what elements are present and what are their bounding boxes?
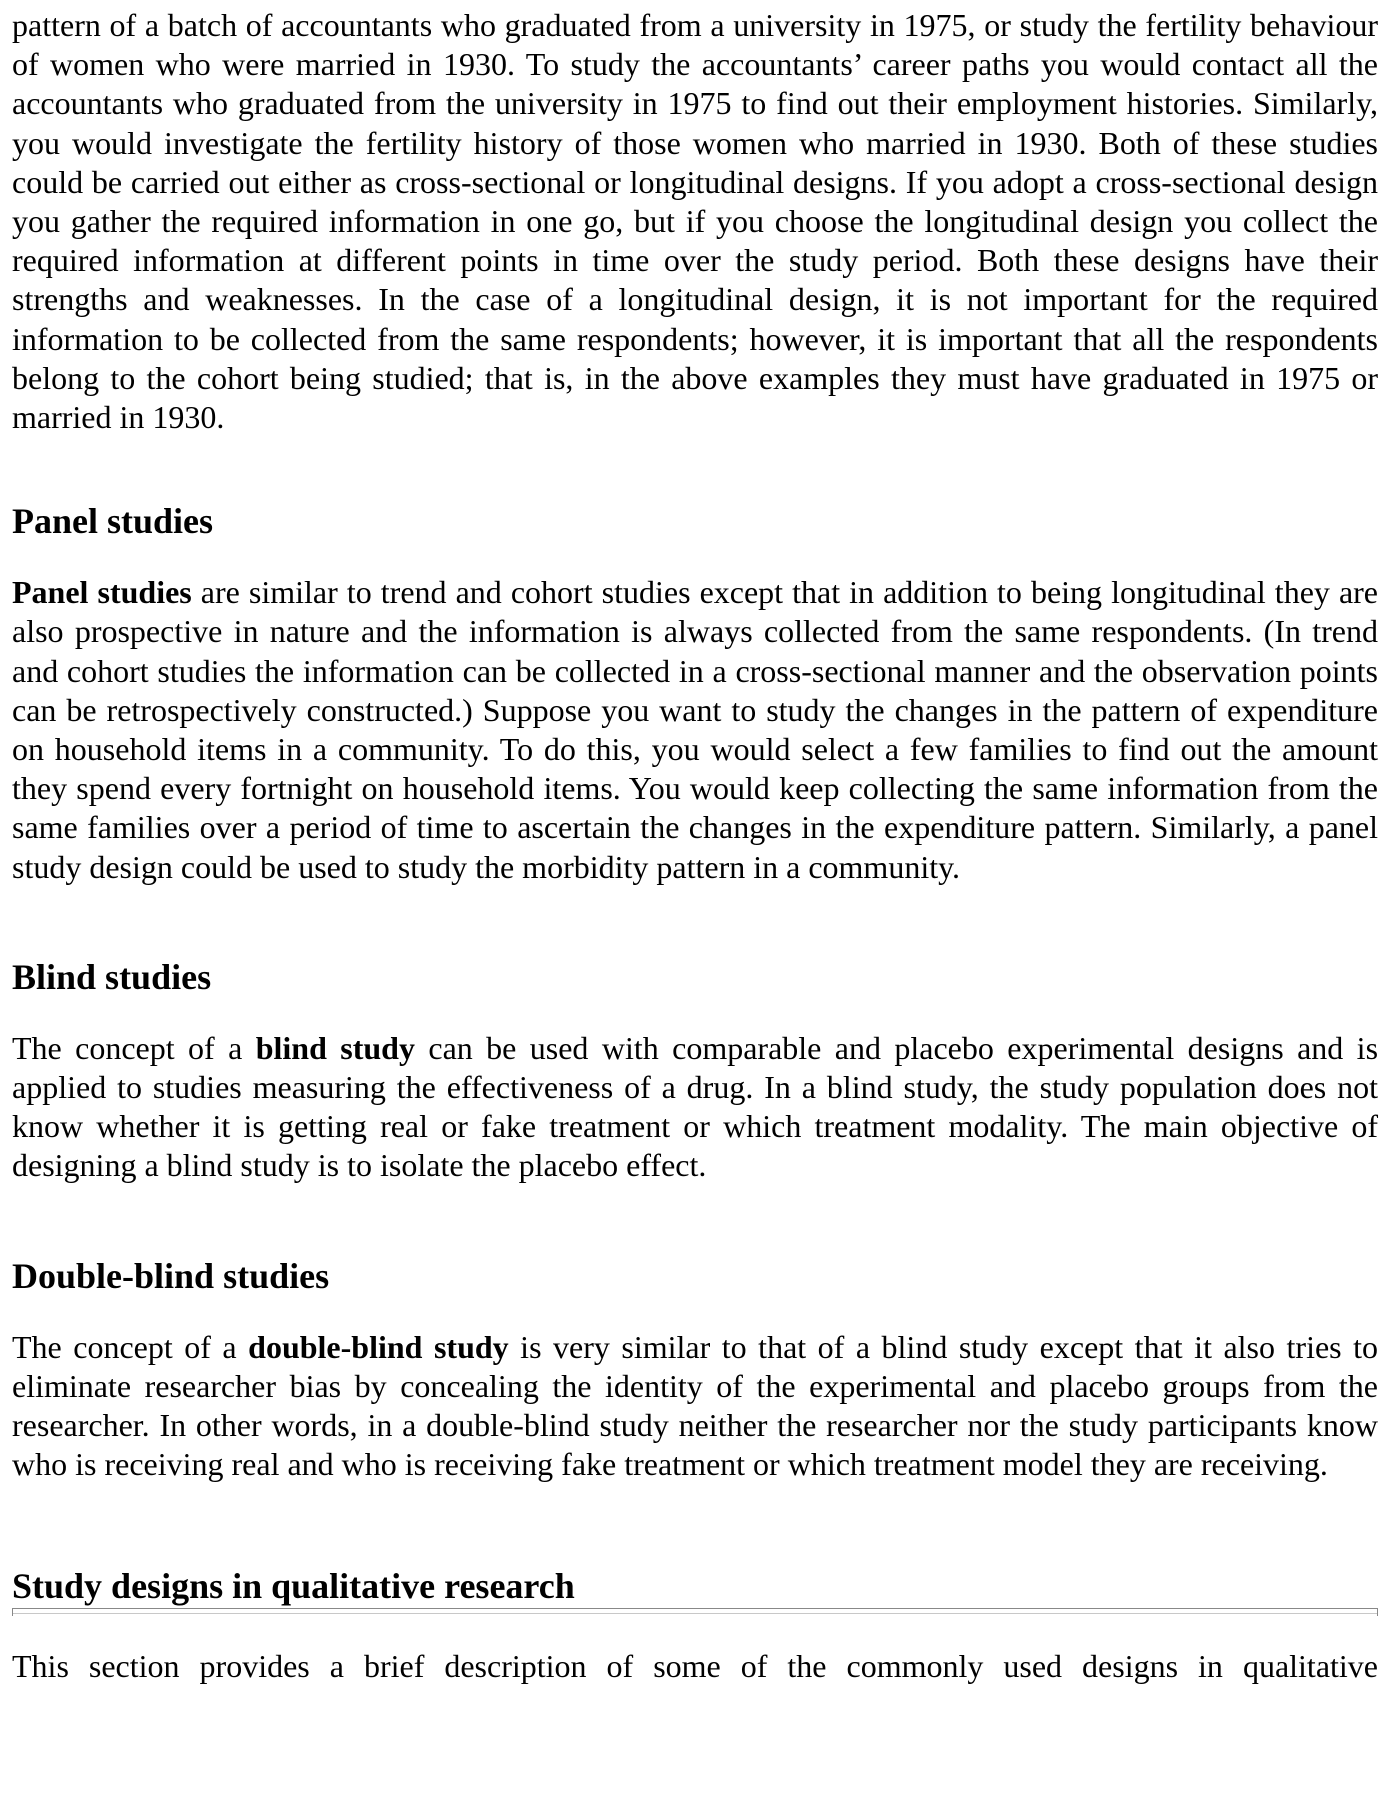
blind-studies-paragraph <box>12 1029 1378 1186</box>
double-blind-text-before: The concept of a <box>12 1328 249 1365</box>
double-blind-text-after: is very similar to that of a blind study except that it also tries to eliminate researcher bias by concealing the identity of the experimental and placebo groups from the researcher. In other words, in a double-blind study neither the researcher nor the study participants know who is receiving real and who is receiving fake treatment or which treatment model they are receiving. <box>12 1328 1379 1483</box>
panel-studies-text: are similar to trend and cohort studies except that in addition to being longitudinal they are also prospective in nature and the information is always collected from the same respondents. (In trend and cohort studies the information can be collected in a cross-sectional manner and the observation points can be retrospectively constructed.) Suppose you want to study the changes in the pattern of expenditure on household items in a community. To do this, you would select a few families to find out the amount they spend every fortnight on household items. You would keep collecting the same information from the same families over a period of time to ascertain the changes in the expenditure pattern. Similarly, a panel study design could be used to study the morbidity pattern in a community. <box>12 574 1379 885</box>
double-blind-studies-heading: Double-blind studies <box>12 1255 330 1296</box>
intro-paragraph: pattern of a batch of accountants who graduated from a university in 1975, or study the fertility behaviour of women who were married in 1930. To study the accountants’ career paths you would contact all the accountants who graduated from the university in 1975 to find out their employment histories. Similarly, you would investigate the fertility history of those women who married in 1930. Both of these studies could be carried out either as cross-sectional or longitudinal designs. If you adopt a cross-sectional design you gather the required information in one go, but if you choose the longitudinal design you collect the required information at different points in time over the study period. Both these designs have their strengths and weaknesses. In the case of a longitudinal design, it is not important for the required information to be collected from the same respondents; however, it is important that all the respondents belong to the cohort being studied; that is, in the above examples they must have graduated in 1975 or married in 1930. <box>12 7 1378 436</box>
blind-text-after: can be used with comparable and placebo experimental designs and is applied to studies measuring the effectiveness of a drug. In a blind study, the study population does not know whether it is getting real or fake treatment or which treatment modality. The main objective of designing a blind study is to isolate the placebo effect. <box>12 1029 1379 1184</box>
panel-studies-heading: Panel studies <box>12 501 214 542</box>
double-blind-studies-paragraph <box>12 1328 1378 1485</box>
blind-study-term: blind study <box>255 1029 415 1066</box>
blind-text-before: The concept of a <box>12 1029 256 1066</box>
section-divider <box>12 1608 1378 1614</box>
panel-studies-paragraph <box>12 573 1378 887</box>
blind-studies-heading: Blind studies <box>12 956 212 997</box>
panel-studies-term: Panel studies <box>12 574 192 611</box>
qualitative-designs-paragraph: This section provides a brief description of some of the commonly used designs in qualitative <box>12 1648 1378 1685</box>
double-blind-study-term: double-blind study <box>248 1328 509 1365</box>
qualitative-designs-heading: Study designs in qualitative research <box>12 1566 575 1607</box>
